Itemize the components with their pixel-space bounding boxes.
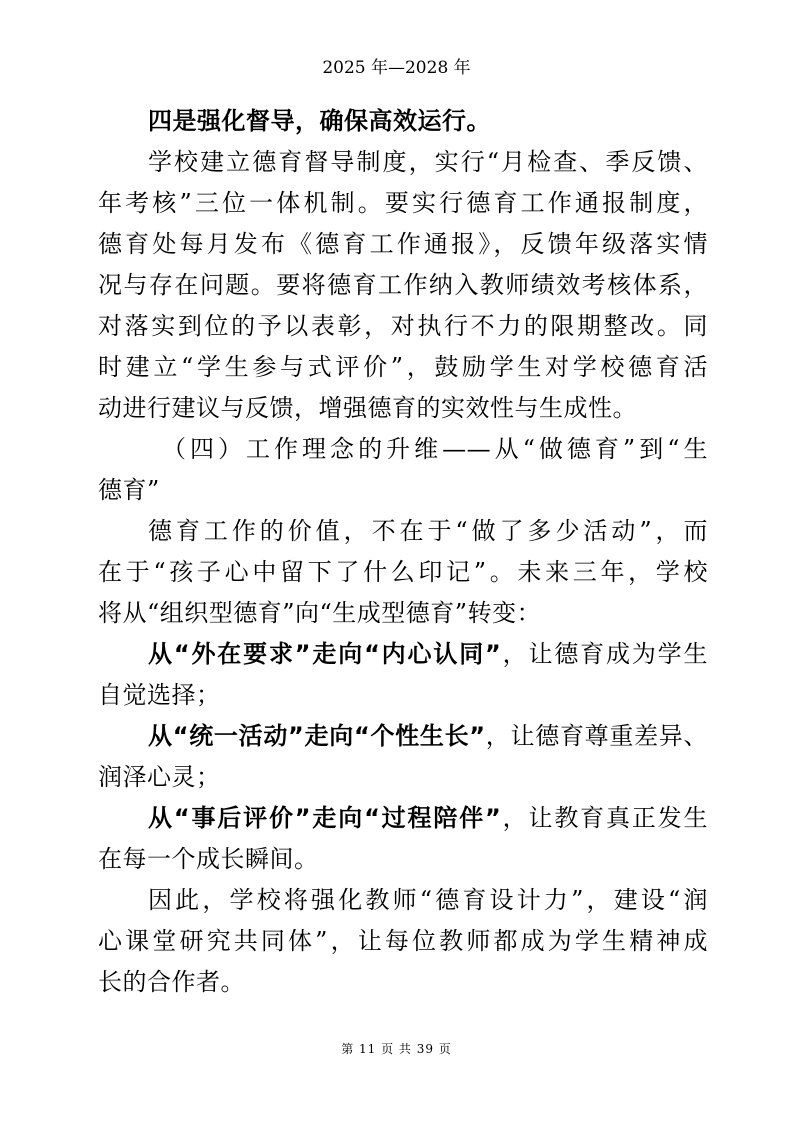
shift-item-text: ，让德育成为学生	[501, 640, 709, 668]
shift-item-emphasis: 从“外在要求”走向“内心认同”	[148, 640, 502, 668]
paragraph-line: 对落实到位的予以表彰，对执行不力的限期整改。同	[98, 312, 708, 340]
paragraph-line: 学校建立德育督导制度，实行“月检查、季反馈、	[148, 148, 708, 176]
shift-item-continued: 在每一个成长瞬间。	[98, 845, 319, 873]
shift-item-continued: 自觉选择；	[98, 681, 221, 709]
shift-item-text: ，让德育尊重差异、	[485, 722, 709, 750]
paragraph-line: 因此，学校将强化教师“德育设计力”，建设“润	[148, 886, 708, 914]
paragraph-line: 动进行建议与反馈，增强德育的实效性与生成性。	[98, 394, 637, 422]
document-body	[98, 101, 708, 1003]
page-footer: 第 11 页 共 39 页	[341, 1042, 452, 1056]
paragraph-line: 时建立“学生参与式评价”，鼓励学生对学校德育活	[98, 353, 708, 381]
subsection-title-continued: 德育”	[98, 476, 160, 504]
section-heading: 四是强化督导，确保高效运行。	[148, 107, 491, 135]
shift-item-text: ，让教育真正发生	[501, 804, 709, 832]
subsection-title: （四）工作理念的升维——从“做德育”到“生	[162, 435, 708, 463]
paragraph-line: 将从“组织型德育”向“生成型德育”转变：	[98, 599, 542, 627]
shift-item	[98, 798, 708, 839]
paragraph-line: 长的合作者。	[98, 968, 245, 996]
page-header: 2025 年—2028 年	[322, 58, 471, 78]
shift-item	[98, 634, 708, 675]
paragraph-line: 况与存在问题。要将德育工作纳入教师绩效考核体系，	[98, 271, 708, 299]
shift-item	[98, 716, 708, 757]
paragraph-line: 德育处每月发布《德育工作通报》，反馈年级落实情	[98, 230, 708, 258]
shift-item-emphasis: 从“事后评价”走向“过程陪伴”	[148, 804, 502, 832]
paragraph-line: 德育工作的价值，不在于“做了多少活动”，而	[148, 517, 708, 545]
paragraph-line: 心课堂研究共同体”，让每位教师都成为学生精神成	[98, 927, 708, 955]
paragraph-line: 在于“孩子心中留下了什么印记”。未来三年，学校	[98, 558, 708, 586]
paragraph-line: 年考核”三位一体机制。要实行德育工作通报制度，	[98, 189, 708, 217]
shift-item-continued: 润泽心灵；	[98, 763, 221, 791]
shift-item-emphasis: 从“统一活动”走向“个性生长”	[148, 722, 486, 750]
